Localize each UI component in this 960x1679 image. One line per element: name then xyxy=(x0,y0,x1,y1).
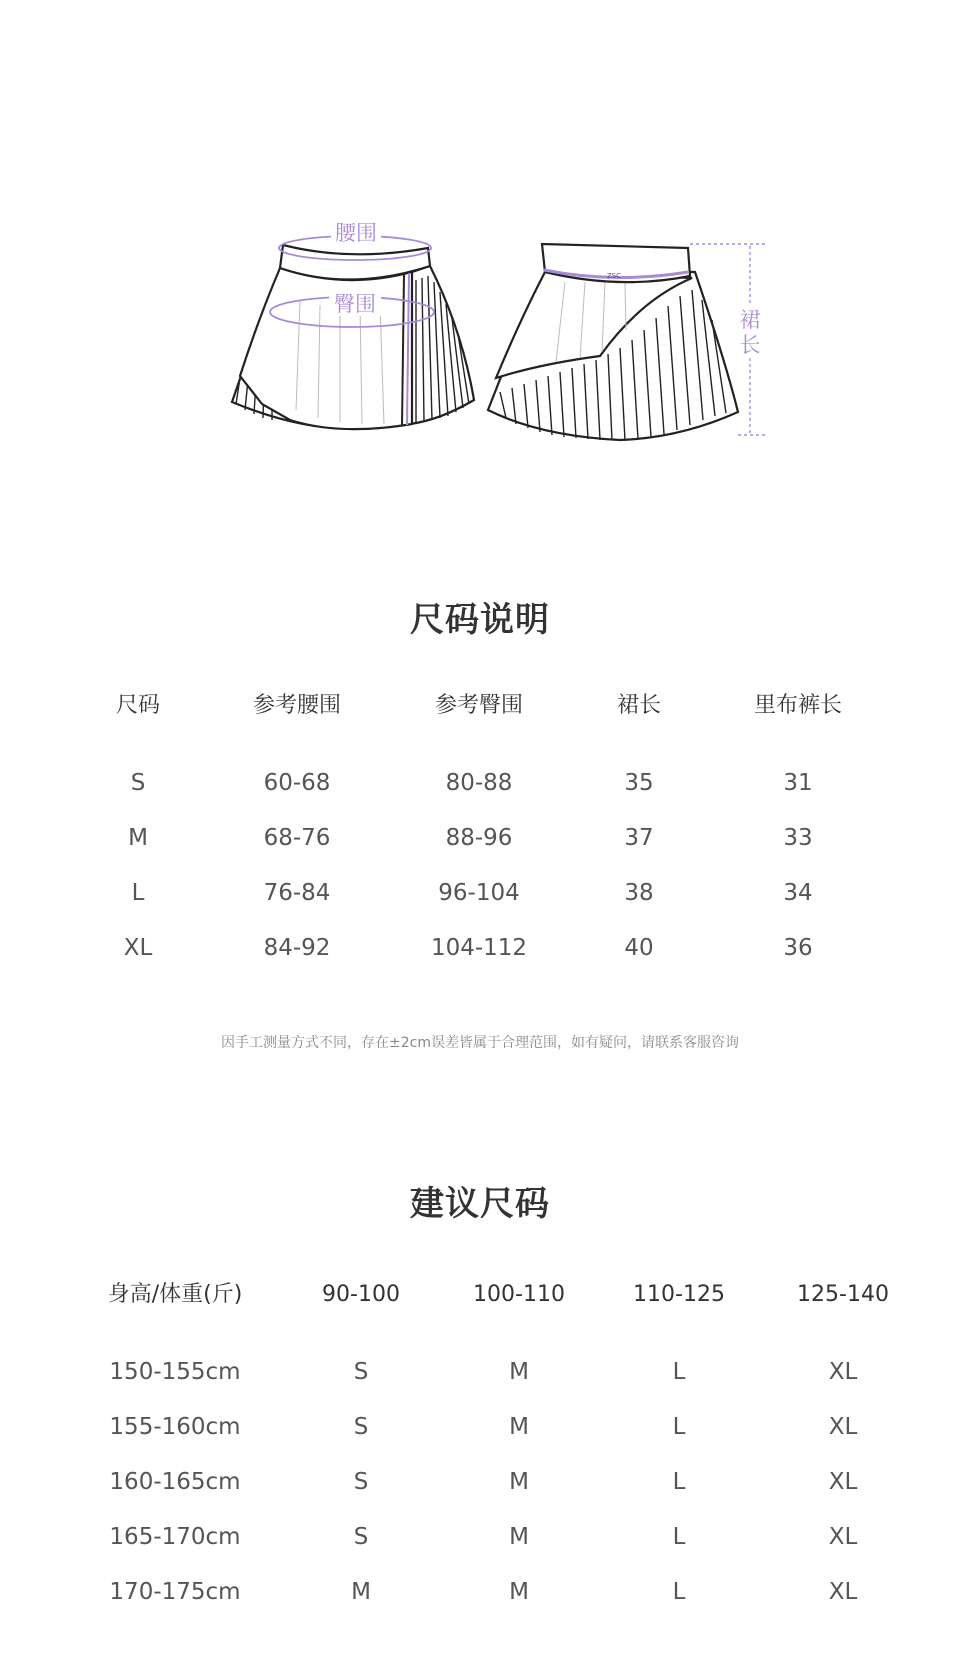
table-cell: M xyxy=(509,1469,529,1495)
table-cell: 84-92 xyxy=(263,935,331,961)
table-row xyxy=(0,873,960,913)
header-cell: 裙长 xyxy=(616,693,662,718)
table-cell: L xyxy=(672,1414,686,1440)
table-cell: 170-175cm xyxy=(109,1579,241,1605)
table-cell: 150-155cm xyxy=(109,1359,241,1385)
table-cell: M xyxy=(509,1524,529,1550)
skirt-measurement-illustration xyxy=(0,0,960,470)
table-cell: L xyxy=(672,1524,686,1550)
table-cell: 35 xyxy=(624,770,654,796)
table-cell: 40 xyxy=(624,935,654,961)
header-cell: 尺码 xyxy=(115,693,161,718)
hip-label: 臀围 xyxy=(334,292,376,316)
table-cell: 31 xyxy=(783,770,813,796)
table-row xyxy=(0,1462,960,1502)
header-cell: 100-110 xyxy=(473,1282,565,1307)
header-cell: 里布裤长 xyxy=(753,693,843,718)
table-cell: S xyxy=(130,770,146,796)
table-cell: L xyxy=(672,1579,686,1605)
table-cell: 34 xyxy=(783,880,813,906)
table-row xyxy=(0,818,960,858)
front-skirt-drawing xyxy=(232,245,474,429)
table-cell: 68-76 xyxy=(263,825,331,851)
table-cell: 60-68 xyxy=(263,770,331,796)
table-cell: XL xyxy=(828,1414,858,1440)
size-chart-title: 尺码说明 xyxy=(410,600,550,640)
table-cell: 96-104 xyxy=(438,880,520,906)
recommend-header-row xyxy=(0,1275,960,1315)
table-cell: S xyxy=(353,1469,369,1495)
size-chart-header-row xyxy=(0,686,960,726)
table-cell: L xyxy=(672,1359,686,1385)
table-cell: XL xyxy=(828,1469,858,1495)
header-cell: 参考腰围 xyxy=(252,693,342,718)
table-cell: M xyxy=(509,1359,529,1385)
table-cell: M xyxy=(351,1579,371,1605)
table-cell: S xyxy=(353,1524,369,1550)
table-row xyxy=(0,1407,960,1447)
table-cell: 160-165cm xyxy=(109,1469,241,1495)
table-cell: S xyxy=(353,1414,369,1440)
measurement-note: 因手工测量方式不同，存在±2cm误差皆属于合理范围，如有疑问，请联系客服咨询 xyxy=(221,1035,739,1051)
table-cell: XL xyxy=(828,1579,858,1605)
table-cell: S xyxy=(353,1359,369,1385)
table-cell: L xyxy=(672,1469,686,1495)
header-cell: 125-140 xyxy=(797,1282,889,1307)
table-cell: 76-84 xyxy=(263,880,331,906)
table-cell: M xyxy=(128,825,148,851)
table-cell: XL xyxy=(828,1359,858,1385)
header-cell: 参考臀围 xyxy=(434,693,524,718)
length-label-bottom: 长 xyxy=(739,333,761,357)
recommend-title: 建议尺码 xyxy=(410,1184,550,1224)
table-cell: 37 xyxy=(624,825,654,851)
svg-text:ZSC: ZSC xyxy=(606,272,622,280)
header-cell: 110-125 xyxy=(633,1282,725,1307)
table-row xyxy=(0,1572,960,1612)
table-cell: 36 xyxy=(783,935,813,961)
header-cell: 身高/体重(斤) xyxy=(107,1282,243,1307)
header-cell: 90-100 xyxy=(322,1282,400,1307)
table-row xyxy=(0,763,960,803)
table-cell: XL xyxy=(123,935,153,961)
table-cell: 80-88 xyxy=(445,770,513,796)
table-cell: M xyxy=(509,1414,529,1440)
table-cell: 38 xyxy=(624,880,654,906)
table-cell: M xyxy=(509,1579,529,1605)
table-cell: 165-170cm xyxy=(109,1524,241,1550)
table-row xyxy=(0,928,960,968)
table-cell: 33 xyxy=(783,825,813,851)
table-cell: 155-160cm xyxy=(109,1414,241,1440)
waist-label: 腰围 xyxy=(335,221,377,245)
table-cell: XL xyxy=(828,1524,858,1550)
length-label-top: 裙 xyxy=(739,308,761,332)
table-row xyxy=(0,1352,960,1392)
table-cell: L xyxy=(131,880,145,906)
table-cell: 104-112 xyxy=(430,935,528,961)
table-row xyxy=(0,1517,960,1557)
table-cell: 88-96 xyxy=(445,825,513,851)
